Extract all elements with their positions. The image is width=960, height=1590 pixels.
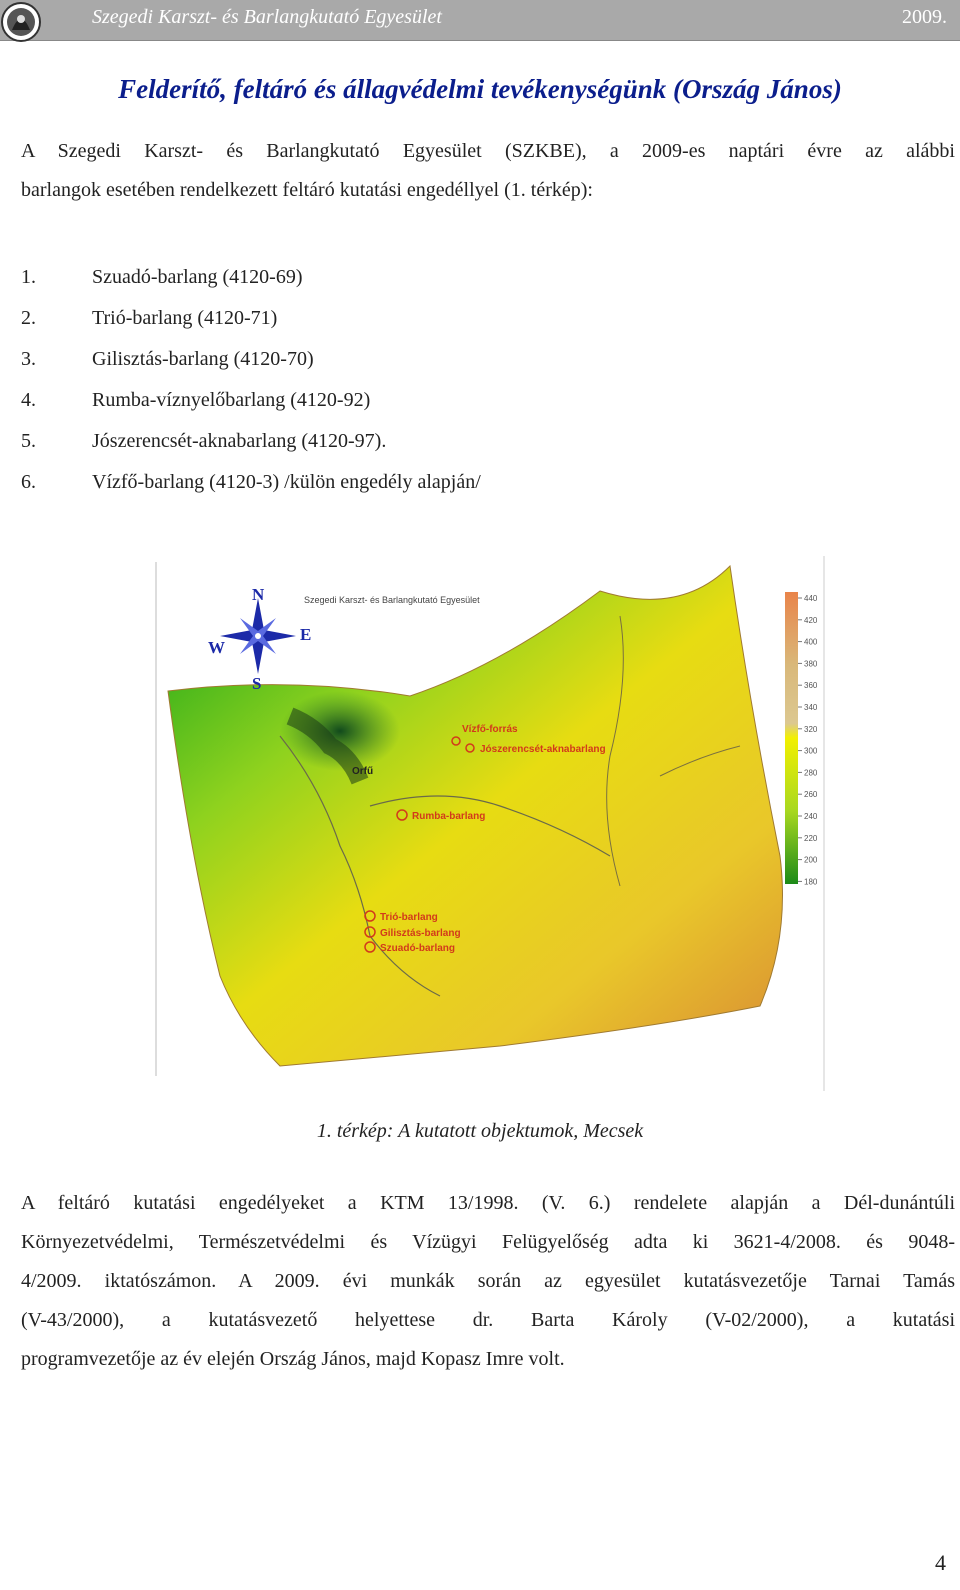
body-line: A feltáró kutatási engedélyeket a KTM 13/1998. (V. 6.) rendelete alapján a Dél-dunántúli: [21, 1192, 955, 1214]
scale-tick-label: 380: [804, 659, 818, 669]
scale-tick-label: 180: [804, 877, 818, 887]
scale-tick-label: 440: [804, 594, 818, 603]
compass-e: E: [300, 625, 312, 644]
list-item: 4. Rumba-víznyelőbarlang (4120-92): [21, 389, 371, 411]
scale-tick-label: 260: [804, 790, 818, 800]
elevation-scale-bar: [785, 592, 798, 884]
label-orfu: Orfű: [352, 766, 374, 777]
compass-s: S: [252, 674, 262, 693]
scale-tick-label: 220: [804, 833, 818, 843]
page-number: 4: [935, 1550, 946, 1575]
body-line: 4/2009. iktatószámon. A 2009. évi munkák során az egyesület kutatásvezetője Tarnai Tamás: [21, 1270, 955, 1292]
compass-w: W: [208, 638, 225, 657]
scale-tick-label: 200: [804, 855, 818, 865]
figure-caption: 1. térkép: A kutatott objektumok, Mecsek: [316, 1120, 644, 1142]
society-logo: [0, 0, 42, 45]
map-org-label: Szegedi Karszt- és Barlangkutató Egyesület: [304, 595, 480, 605]
intro-line: A Szegedi Karszt- és Barlangkutató Egyesület (SZKBE), a 2009-es naptári évre az alábbi: [21, 140, 955, 162]
body-line: (V-43/2000), a kutatásvezető helyettese dr. Barta Károly (V-02/2000), a kutatási: [21, 1309, 955, 1331]
list-item: 1. Szuadó-barlang (4120-69): [21, 266, 303, 288]
label-vizfo: Vízfő-forrás: [462, 724, 518, 735]
body-line: programvezetője az év elején Ország János, majd Kopasz Imre volt.: [21, 1348, 565, 1370]
header-org-name: Szegedi Karszt- és Barlangkutató Egyesület: [92, 6, 442, 28]
scale-tick-label: 300: [804, 746, 818, 756]
header-year: 2009.: [902, 6, 947, 28]
terrain-map: [140, 556, 840, 1096]
label-rumba: Rumba-barlang: [412, 811, 486, 822]
scale-tick-label: 360: [804, 681, 818, 691]
list-item: 5. Jószerencsét-aknabarlang (4120-97).: [21, 430, 387, 452]
scale-tick-label: 240: [804, 812, 818, 821]
section-title: Felderítő, feltáró és állagvédelmi tevékenységünk (Ország János): [118, 74, 842, 104]
label-giliszta: Gilisztás-barlang: [380, 928, 461, 939]
scale-tick-label: 420: [804, 615, 818, 625]
compass-n: N: [252, 585, 265, 604]
scale-tick-label: 280: [804, 768, 818, 778]
scale-tick-label: 340: [804, 703, 818, 712]
body-paragraph: [21, 1184, 955, 1379]
intro-paragraph: [21, 132, 955, 210]
label-joszerencset: Jószerencsét-aknabarlang: [480, 744, 606, 755]
list-item: 6. Vízfő-barlang (4120-3) /külön engedély alapján/: [21, 471, 481, 493]
list-item: 2. Trió-barlang (4120-71): [21, 307, 278, 329]
scale-tick-label: 320: [804, 724, 818, 734]
label-trio: Trió-barlang: [380, 912, 438, 923]
scale-tick-label: 400: [804, 637, 818, 647]
label-szuado: Szuadó-barlang: [380, 943, 456, 954]
body-line: Környezetvédelmi, Természetvédelmi és Vízügyi Felügyelőség adta ki 3621-4/2008. és 9048-: [21, 1231, 955, 1253]
intro-line: barlangok esetében rendelkezett feltáró kutatási engedéllyel (1. térkép):: [21, 179, 593, 201]
cave-list: [21, 262, 481, 508]
list-item: 3. Gilisztás-barlang (4120-70): [21, 348, 314, 370]
compass-rose: [220, 598, 296, 674]
